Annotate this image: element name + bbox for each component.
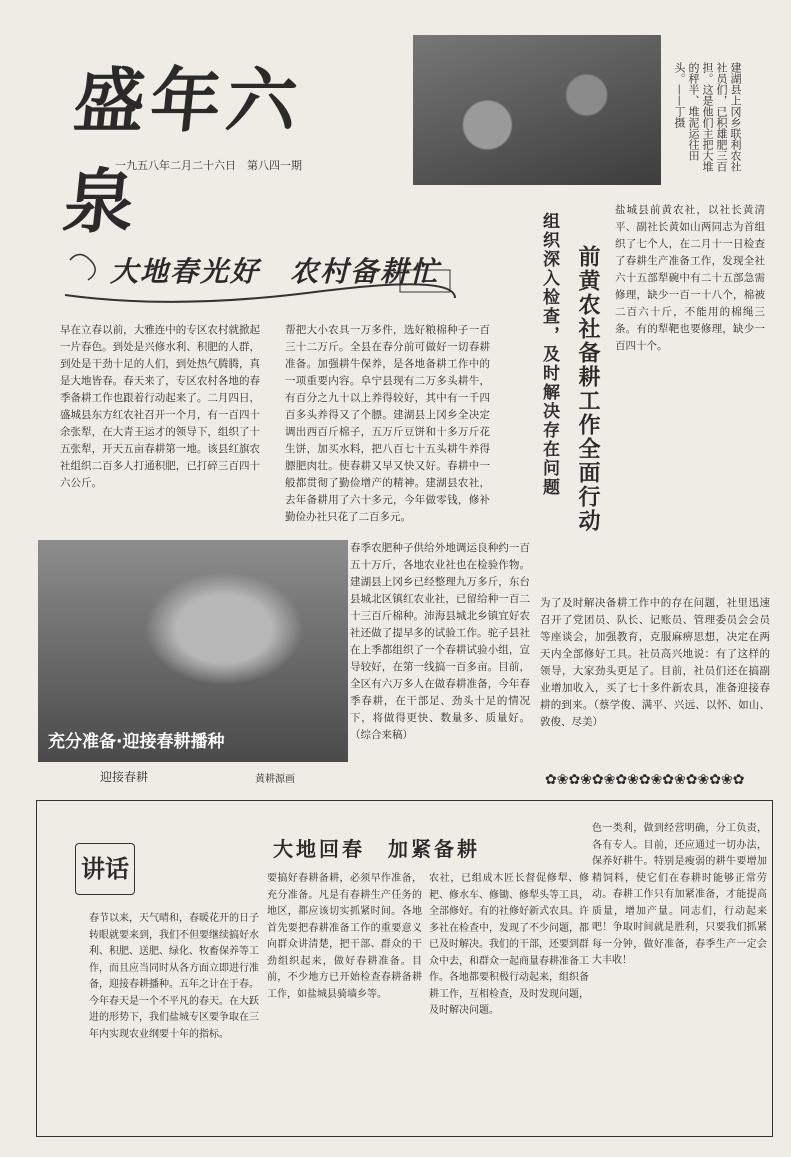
masthead — [59, 45, 360, 243]
decorative-border: ✿❀✿❀✿❀✿❀✿❀✿❀✿❀✿❀✿ — [545, 772, 745, 788]
editorial-column-1: 春节以来，天气晴和，春暖花开的日子转眼就要来到，我们不但要继续搞好水利、积肥、送肥、绿化、牧畜保养等工作，而且应当同时从各方面立即进行准备，迎接春耕播种。五年之计在于春。今年春天是一个不平凡的春天。在大跃进的形势下，我们盐城专区要争取在三年内实现农业纲要十年的指标。 — [89, 913, 259, 1040]
headline-banner — [55, 240, 465, 312]
illustration-caption: 迎接春耕 — [100, 770, 149, 784]
editorial-box — [36, 800, 773, 1137]
article-column-2: 帮把大小农具一万多件，选好粮棉种子一百三十二万斤。全县在春分前可做好一切春耕准备。加强耕牛保养，是各地备耕工作中的一项重要内容。阜宁县现有二万多头耕牛，有百分之九十以上养得较好，其中有一千四百多头养得又了个膘。建湖县上冈乡全决定调出西百斤棉子，五万斤豆饼和十多万斤花生饼，加买水料，把八百七十五头耕牛养得膘肥肉壮。使春耕又早又快又好。春耕中一般都贯彻了勤俭增产的精神。建湖县农社，去年备耕用了六十多元，今年做零钱，修补勤俭办社只花了二百多元。 — [285, 324, 490, 523]
top-photo — [413, 35, 661, 185]
feature-column-1: 盐城县前黄农社，以社长黄清平、副社长黄如山两同志为首组织了七个人，在二月十一日检查了春耕生产准备工作，发现全社六十五部犁碗中有二十五部急需修理，缺少一百一十八个，棉被二百六十斤，不能用的棉绳三条。有的犁靶也要修理，缺少一百四十个。 — [615, 204, 765, 352]
editorial-tag: 讲话 — [75, 843, 135, 895]
newspaper-title: 盛年六泉 — [59, 59, 308, 243]
illustration-credit: 黄耕源画 — [255, 774, 295, 785]
feature-subheadline: 组织深入检查，及时解决存在问题 — [539, 212, 559, 497]
banner-title: 大地春光好 农村备耕忙 — [110, 255, 441, 288]
feature-headline: 前黄农社备耕工作全面行动 — [575, 245, 601, 533]
editorial-column-4: 色一类利，做到经营明确，分工负责，各有专人。目前，还应通过一切办法，保养好耕牛。特别是瘦弱的耕牛要增加精饲料，使它们在春耕时能够正常劳动。春耕工作只有加紧准备，才能提高质量，增加产量。同志们，行动起来吧！争取时间就是胜利，只要我们抓紧每一分钟，做好准备，春季生产一定会大丰收！ — [592, 823, 767, 966]
illustration-photo — [38, 540, 348, 762]
feature-column-2: 为了及时解决备耕工作中的存在问题，社里迅速召开了党团员、队长、记账员、管理委员会会员等座谈会，加强教育，克服麻痹思想，决定在两天内全部修好工具。社员高兴地说：有了这样的领导，大家劲头更足了。目前，社员们还在搞副业增加收入，买了七十多件新农具，准备迎接春耕的到来。（蔡学俊、满平、兴远、以怀、如山、敦俊、尽美） — [540, 597, 770, 728]
issue-date: 一九五八年二月二十六日 第八四一期 — [115, 159, 302, 172]
article-column-1: 早在立春以前，大雅连中的专区农村就掀起一片春色。到处是兴修水利、积肥的人群，到处是干劲十足的人们，到处热气腾腾，真是大地皆春。春天来了，专区农村各地的春季备耕工作也跟着行动起来了。二月四日，盛城县东方红农社召开一个月，有一百四十余张犁，在大青王运才的领导下，组织了十五张犁，开天五亩春耕第一地。该县红旗农社组织二百多人打通积肥，已打碎三百四十六公斤。 — [60, 324, 260, 489]
editorial-column-3: 农社，已组成木匠长督促修犁、修耙、修水车、修锄、修犁头等工具，全部修好。有的社修好新式农具。许多社在检查中，发现了不少问题，都已及时解决。我们的干部，还要到群众中去，和群众一起商量春耕准备工作。各地都要积极行动起来，组织备耕工作，互相检查，及时发现问题，及时解决问题。 — [429, 873, 589, 1016]
top-photo-caption: 建湖县上冈乡联利农社社员们，已积雄肥三百担。这是他们主把大堆的秤半、堆泥运往田头。——丁摄 — [673, 62, 742, 172]
illustration-slogan: 充分准备·迎接春耕播种 — [48, 732, 225, 752]
editorial-headline: 大地回春 加紧备耕 — [273, 837, 480, 861]
article-column-3: 春季农肥种子供给外地调运良种约一百五十万斤，各地农业社也在检验作物。建湖县上冈乡已经整理九万多斤，东台县城北区镇红农业社，已留给种一百二十三百斤棉种。沛海县城北乡镇宜好农社还做了提早多的试验工作。驼子县社在上季都组织了一个春耕试验小组，宣导较好，在第一线搞一百多亩。目前，全区有六万多人在做春耕准备，今年春季春耕，在干部足、劲头十足的情况下，将做得更快、数量多、质量好。（综合来稿） — [350, 542, 530, 741]
editorial-column-2: 要搞好春耕备耕，必须早作准备，充分准备。凡是有春耕生产任务的地区，都应该切实抓紧时间。各地首先要把春耕准备工作的重要意义向群众讲清楚，把干部、群众的干劲组织起来，做好春耕准备。目前，不少地方已开始检查春耕备耕工作，如盐城县骑墙乡等。 — [267, 873, 422, 1000]
